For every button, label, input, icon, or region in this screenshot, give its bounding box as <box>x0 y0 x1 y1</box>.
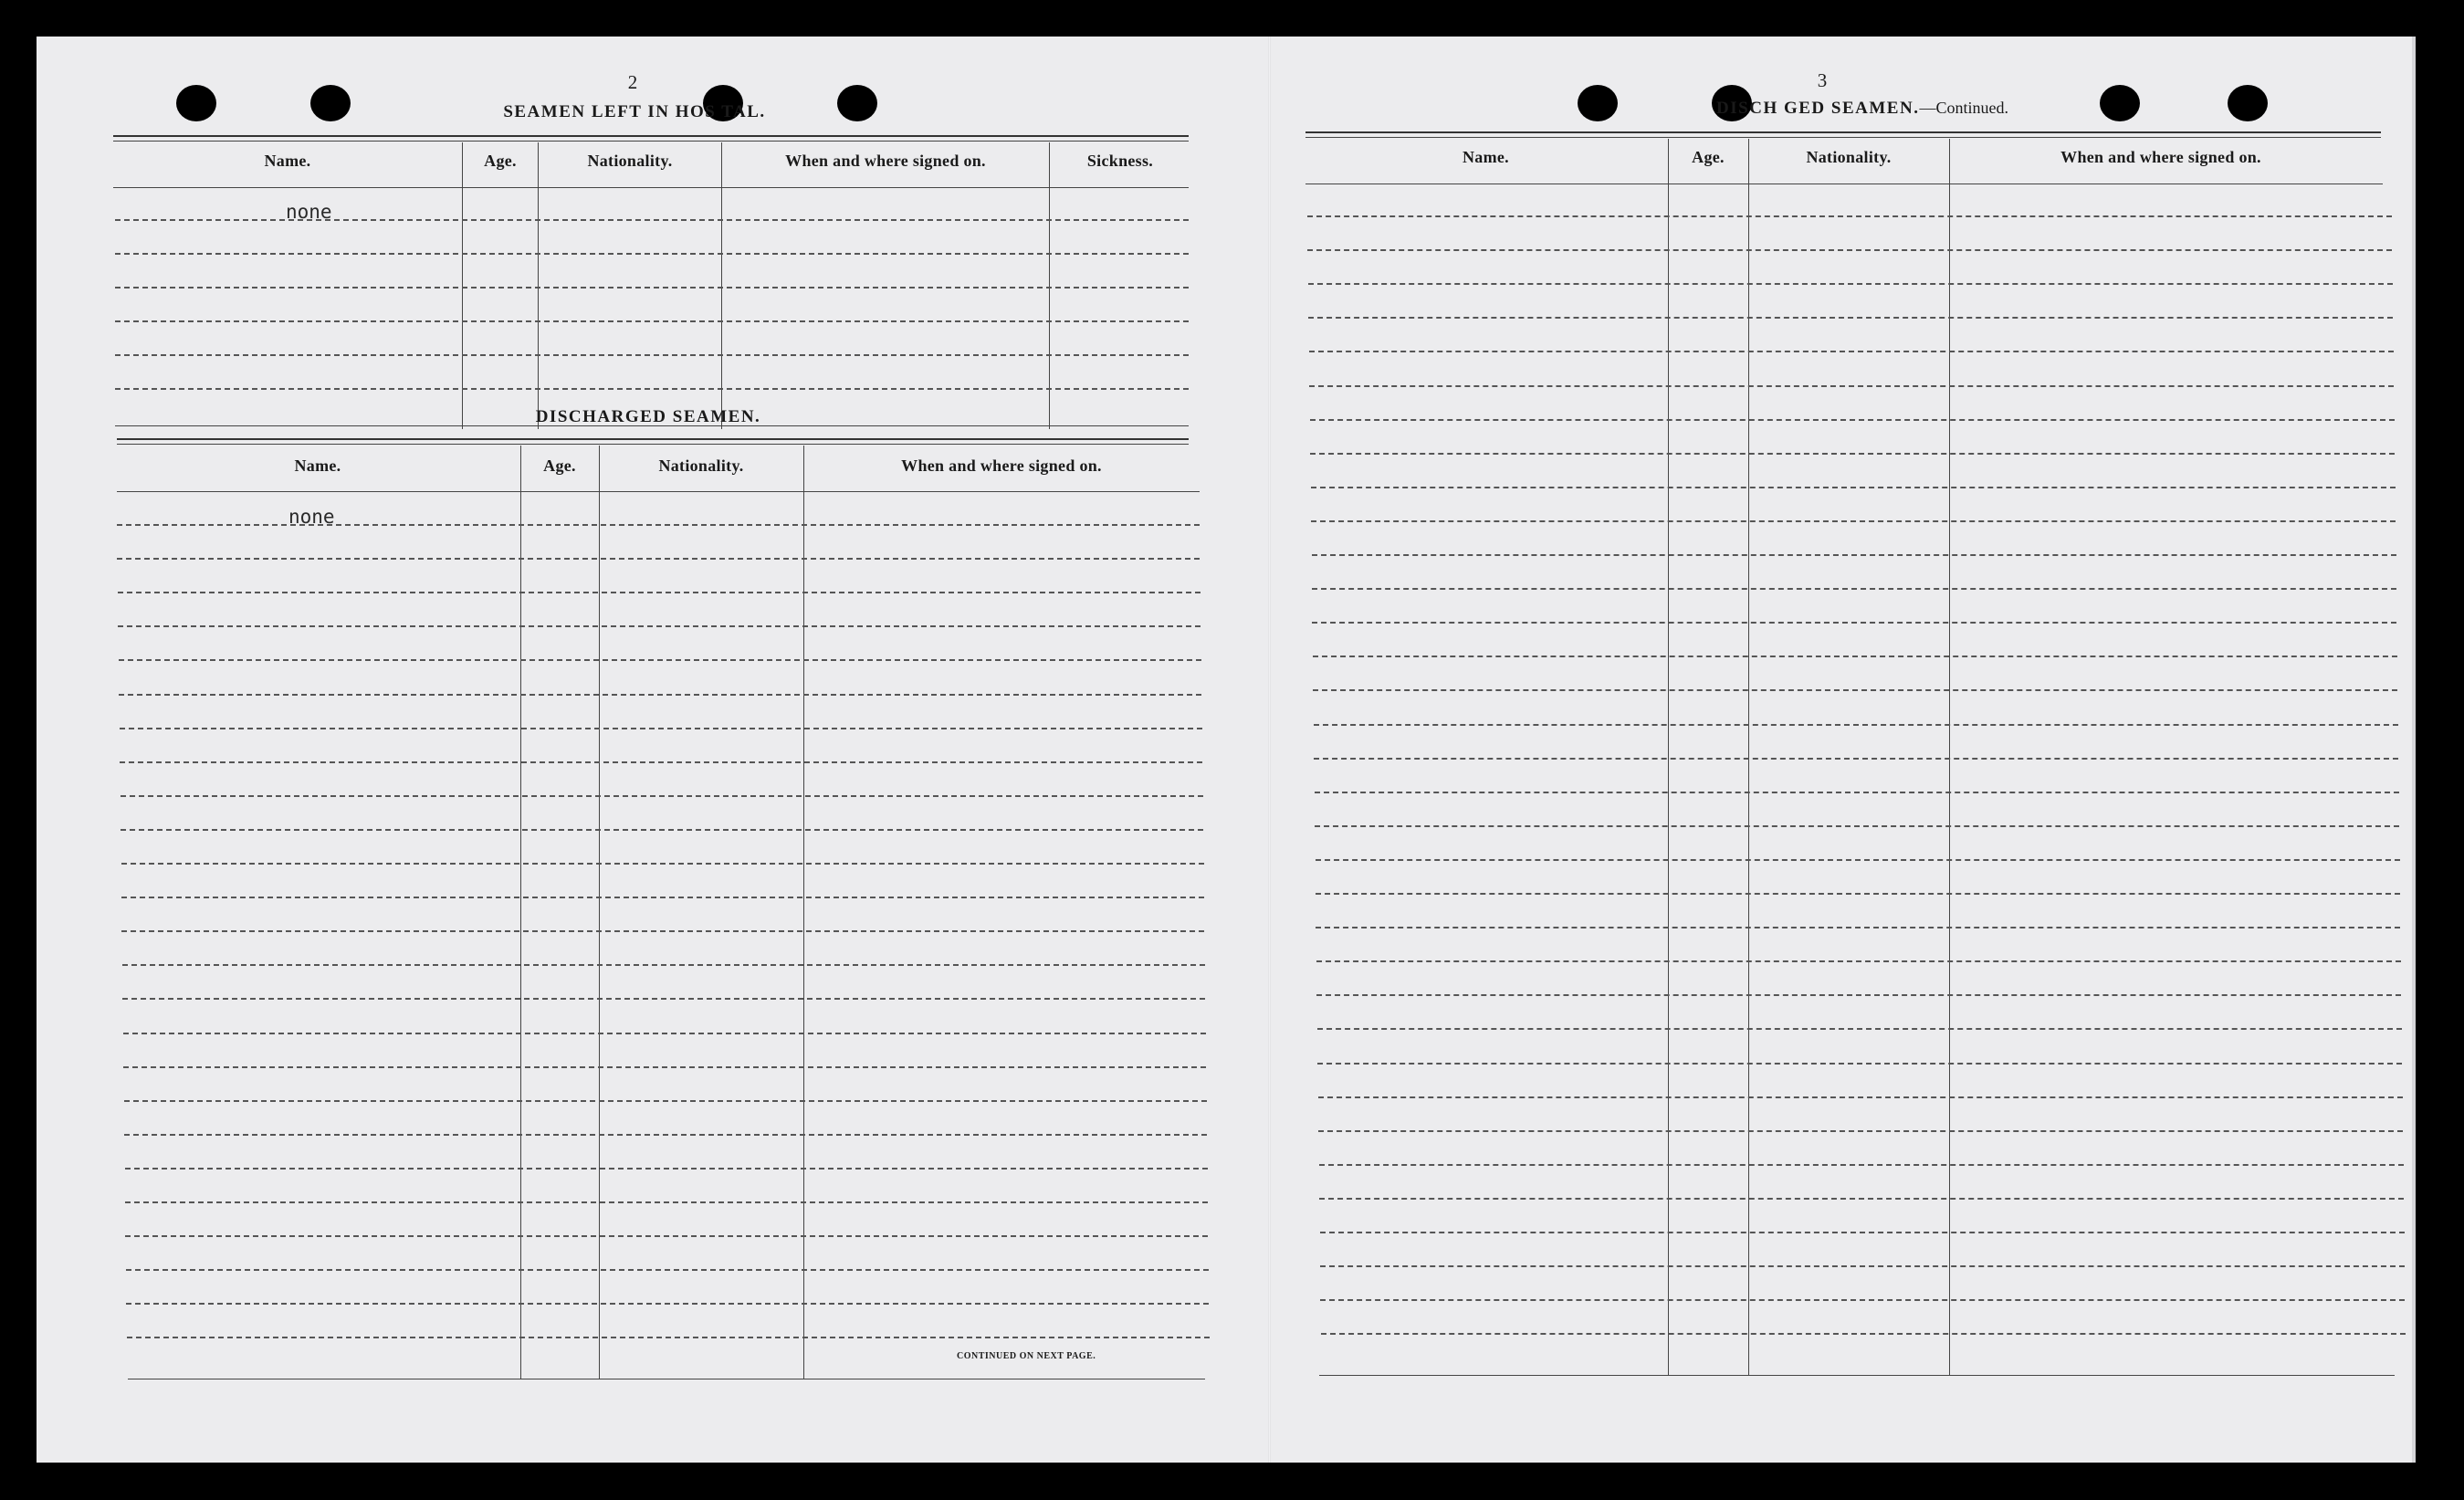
ruled-row <box>118 592 1201 593</box>
page-number-right: 3 <box>1817 69 1828 91</box>
col-header-sickness: Sickness. <box>1086 152 1154 170</box>
ruled-row <box>120 761 1202 763</box>
ruled-row <box>1315 792 2399 793</box>
section-title-hospital: SEAMEN LEFT IN HOS TAL. <box>503 102 766 121</box>
handwritten-entry: none <box>286 201 332 223</box>
ruled-row <box>125 1201 1208 1203</box>
section-title-discharged: DISCHARGED SEAMEN. <box>535 407 761 426</box>
ruled-row <box>1320 1265 2405 1267</box>
ruled-row <box>1316 893 2400 895</box>
ruled-row <box>1308 317 2393 319</box>
header-rule <box>117 438 1189 440</box>
column-divider <box>599 446 600 1379</box>
header-rule <box>113 141 1189 142</box>
ruled-row <box>124 1134 1207 1136</box>
column-divider <box>520 446 521 1379</box>
column-divider <box>1049 142 1050 429</box>
ruled-row <box>121 930 1204 932</box>
punch-hole <box>2228 85 2268 121</box>
ruled-row <box>117 524 1200 526</box>
ruled-row <box>118 625 1201 627</box>
column-divider <box>538 142 539 429</box>
col-header-nationality: Nationality. <box>658 456 744 475</box>
col-header-signed-on: When and where signed on. <box>901 456 1102 475</box>
punch-hole <box>837 85 877 121</box>
header-underline <box>113 187 1189 188</box>
ruled-row <box>1314 724 2398 726</box>
ruled-row <box>115 320 1189 322</box>
column-divider <box>462 142 463 429</box>
column-divider <box>721 142 722 429</box>
punch-hole <box>310 85 351 121</box>
ruled-row <box>1321 1333 2406 1335</box>
ruled-row <box>126 1303 1209 1305</box>
header-rule <box>1305 131 2381 133</box>
ruled-row <box>123 1066 1206 1068</box>
ruled-row <box>125 1168 1208 1170</box>
page-number-left: 2 <box>627 71 638 93</box>
ruled-row <box>1313 689 2397 691</box>
ruled-row <box>1317 1063 2402 1065</box>
ruled-row <box>122 964 1205 966</box>
paper-edge <box>2412 37 2416 1463</box>
ruled-row <box>1307 249 2392 251</box>
ruled-row <box>1317 1028 2402 1030</box>
ruled-row <box>126 1269 1209 1271</box>
col-header-age: Age. <box>484 152 517 170</box>
col-header-nationality: Nationality. <box>1806 148 1892 166</box>
ruled-row <box>115 219 1189 221</box>
ruled-row <box>1308 283 2393 285</box>
ruled-row <box>121 795 1203 797</box>
col-header-nationality: Nationality. <box>587 152 673 170</box>
ruled-row <box>115 287 1189 288</box>
ruled-row <box>117 558 1200 560</box>
ruled-row <box>119 694 1201 696</box>
ruled-row <box>1318 1130 2403 1132</box>
ruled-row <box>1312 554 2396 556</box>
ruled-row <box>1309 351 2394 352</box>
ruled-row <box>123 1033 1206 1034</box>
ruled-row <box>1318 1096 2403 1098</box>
ruled-row <box>122 998 1205 1000</box>
ruled-row <box>121 897 1204 898</box>
ruled-row <box>115 354 1189 356</box>
ruled-row <box>125 1235 1208 1237</box>
punch-hole <box>1578 85 1618 121</box>
col-header-name: Name. <box>264 152 311 170</box>
ruled-row <box>1315 825 2399 827</box>
ruled-row <box>119 659 1201 661</box>
ruled-row <box>1310 453 2395 455</box>
col-header-signed-on: When and where signed on. <box>785 152 986 170</box>
header-rule <box>117 444 1189 445</box>
ruled-row <box>1319 1198 2404 1200</box>
col-header-age: Age. <box>543 456 576 475</box>
ruled-row <box>127 1337 1210 1338</box>
ledger-sheet <box>37 37 2416 1463</box>
ruled-row <box>115 253 1189 255</box>
ruled-row <box>121 829 1203 831</box>
col-header-name: Name. <box>1463 148 1509 166</box>
ruled-row <box>1314 758 2398 760</box>
ruled-row <box>1316 859 2400 861</box>
ruled-row <box>1310 419 2395 421</box>
continued-note: CONTINUED ON NEXT PAGE. <box>957 1351 1096 1361</box>
punch-hole <box>176 85 216 121</box>
page-fold <box>1268 37 1271 1463</box>
ruled-row <box>121 863 1204 865</box>
ruled-row <box>120 728 1202 729</box>
ruled-row <box>1316 927 2400 928</box>
ruled-row <box>1319 1164 2404 1166</box>
ruled-row <box>124 1100 1207 1102</box>
table-bottom-rule <box>1319 1375 2395 1376</box>
ruled-row <box>1309 385 2394 387</box>
header-rule <box>113 135 1189 137</box>
handwritten-entry: none <box>288 506 335 528</box>
ruled-row <box>1311 487 2396 488</box>
title-suffix: —Continued. <box>1919 99 2008 117</box>
ruled-row <box>1313 656 2397 657</box>
ruled-row <box>1316 994 2401 996</box>
ruled-row <box>1320 1232 2405 1233</box>
col-header-age: Age. <box>1692 148 1725 166</box>
ruled-row <box>1312 622 2396 624</box>
col-header-name: Name. <box>294 456 341 475</box>
section-title-discharged-continued <box>1652 99 2072 119</box>
title-main: DISCH GED SEAMEN. <box>1716 99 1920 118</box>
header-underline <box>117 491 1200 492</box>
ruled-row <box>115 388 1189 390</box>
col-header-signed-on: When and where signed on. <box>2060 148 2261 166</box>
ruled-row <box>1311 520 2396 522</box>
column-divider <box>803 446 804 1379</box>
ruled-row <box>1316 960 2401 962</box>
ruled-row <box>1307 215 2392 217</box>
header-rule <box>1305 137 2381 138</box>
ruled-row <box>1312 588 2396 590</box>
punch-hole <box>2100 85 2140 121</box>
ruled-row <box>1320 1299 2405 1301</box>
